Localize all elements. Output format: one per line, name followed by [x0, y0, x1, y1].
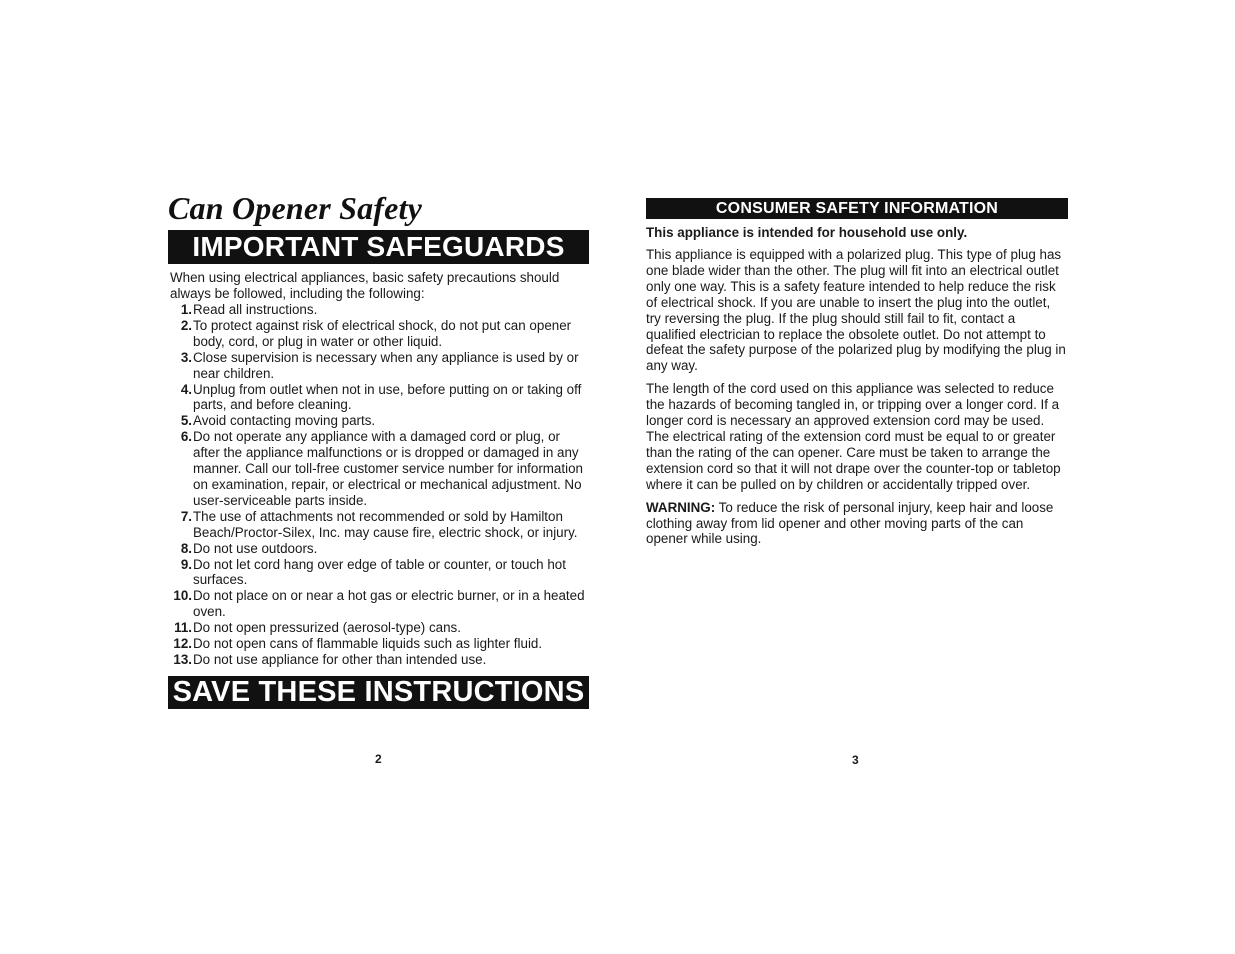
- item-text: Do not operate any appliance with a damaged cord or plug, or after the appliance malfunctions or is dropped or damaged in any manner. Call our toll-free customer service number for information on examination, repair, or electrical or mechanical adjustment. No user-serviceable parts inside.: [193, 429, 583, 508]
- item-text: Do not use outdoors.: [193, 540, 318, 556]
- item-text: Read all instructions.: [193, 302, 318, 317]
- safeguards-list: [168, 302, 589, 668]
- item-text: Do not let cord hang over edge of table or counter, or touch hot surfaces.: [193, 556, 566, 588]
- item-number: 6.: [180, 429, 192, 445]
- list-item: [168, 636, 589, 652]
- list-item: [168, 382, 589, 414]
- item-text: Do not place on or near a hot gas or electric burner, or in a heated oven.: [193, 588, 585, 620]
- important-safeguards-banner: IMPORTANT SAFEGUARDS: [168, 230, 589, 264]
- item-number: 13.: [173, 651, 192, 667]
- warning-text: To reduce the risk of personal injury, keep hair and loose clothing away from lid opener and other moving parts of the can opener while using.: [646, 499, 1054, 547]
- item-text: Close supervision is necessary when any appliance is used by or near children.: [193, 349, 579, 381]
- item-number: 10.: [173, 588, 192, 604]
- safeguards-intro: When using electrical appliances, basic safety precautions should always be followed, including the following:: [170, 270, 560, 301]
- warning-label: WARNING:: [646, 499, 716, 515]
- list-item: [168, 620, 589, 636]
- list-item: [168, 557, 589, 589]
- item-number: 4.: [180, 381, 192, 397]
- item-text: To protect against risk of electrical shock, do not put can opener body, cord, or plug in water or other liquid.: [193, 317, 572, 349]
- consumer-safety-header: CONSUMER SAFETY INFORMATION: [646, 198, 1068, 219]
- item-number: 3.: [180, 349, 192, 365]
- item-number: 11.: [174, 620, 192, 636]
- item-number: 8.: [180, 540, 192, 556]
- list-item: [168, 541, 589, 557]
- item-text: Do not open pressurized (aerosol-type) cans.: [193, 620, 461, 636]
- list-item: [168, 318, 589, 350]
- list-item: [168, 429, 589, 509]
- item-text: The use of attachments not recommended or sold by Hamilton Beach/Proctor-Silex, Inc. may cause fire, electric shock, or injury.: [193, 508, 578, 540]
- item-text: Do not use appliance for other than intended use.: [193, 651, 487, 667]
- cord-length-paragraph: The length of the cord used on this appliance was selected to reduce the hazards of becoming tangled in, or tripping over a longer cord. If a longer cord is necessary an approved extension cord may be used. The electrical rating of the extension cord must be equal to or greater than the rating of the can opener. Care must be taken to arrange the extension cord so that it will not drape over the counter-top or tabletop where it can be pulled on by children or accidentally tripped over.: [646, 381, 1061, 492]
- item-text: Unplug from outlet when not in use, before putting on or taking off parts, and before cleaning.: [193, 381, 582, 413]
- warning-paragraph: [646, 500, 1068, 548]
- left-page: [168, 190, 589, 709]
- item-text: Avoid contacting moving parts.: [193, 413, 376, 429]
- item-text: Do not open cans of flammable liquids such as lighter fluid.: [193, 636, 543, 652]
- list-item: [168, 652, 589, 668]
- page-number-right: 3: [852, 753, 859, 767]
- polarized-plug-paragraph: This appliance is equipped with a polarized plug. This type of plug has one blade wider than the other. The plug will fit into an electrical outlet only one way. This is a safety feature intended to help reduce the risk of electrical shock. If you are unable to insert the plug into the outlet, try reversing the plug. If the plug should still fail to fit, contact a qualified electrician to replace the obsolete outlet. Do not attempt to defeat the safety purpose of the polarized plug by modifying the plug in any way.: [646, 247, 1066, 374]
- list-item: [168, 588, 589, 620]
- item-number: 7.: [180, 508, 192, 524]
- list-item: [168, 302, 589, 318]
- save-instructions-banner: SAVE THESE INSTRUCTIONS: [168, 676, 589, 709]
- item-number: 1.: [180, 302, 192, 317]
- page-number-left: 2: [375, 752, 382, 766]
- item-number: 2.: [180, 317, 192, 333]
- intended-use-note: This appliance is intended for household use only.: [646, 225, 968, 240]
- list-item: [168, 413, 589, 429]
- right-page: [646, 198, 1068, 547]
- item-number: 9.: [180, 556, 192, 572]
- list-item: [168, 350, 589, 382]
- item-number: 5.: [180, 413, 192, 429]
- page-title: Can Opener Safety: [168, 190, 423, 226]
- list-item: [168, 509, 589, 541]
- item-number: 12.: [173, 636, 192, 652]
